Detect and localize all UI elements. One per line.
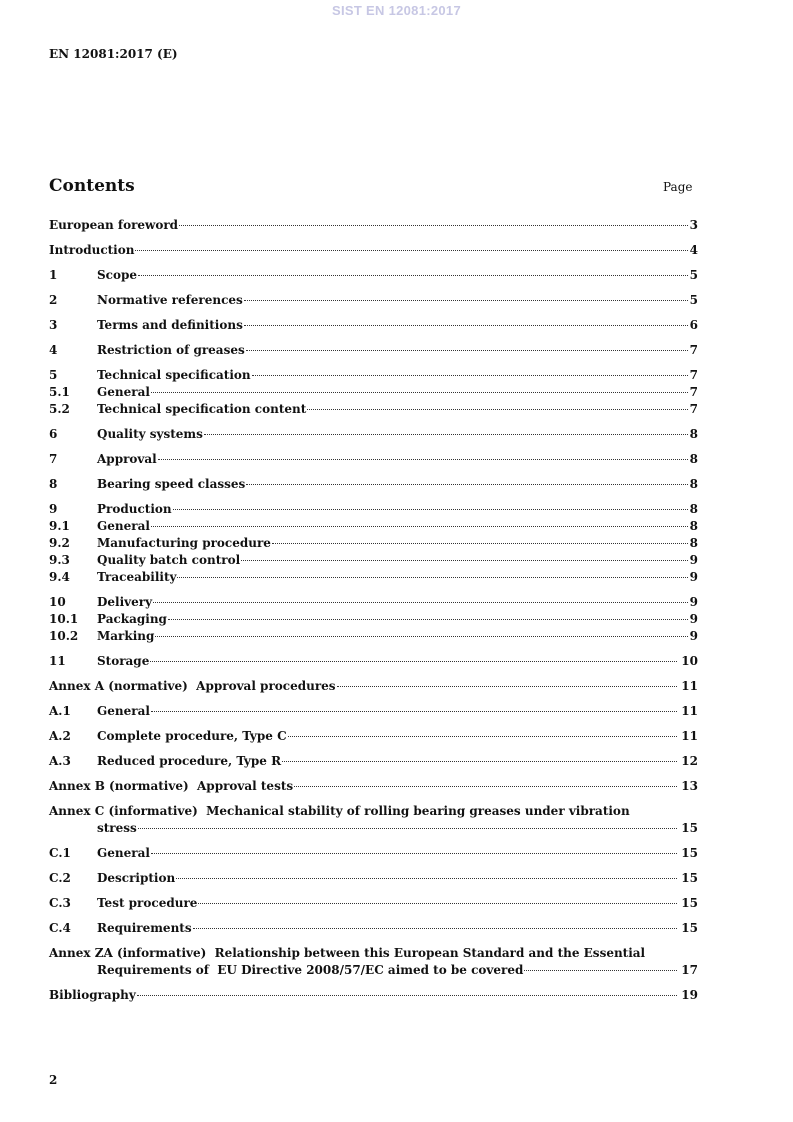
toc-entry-number: 11 [49, 654, 66, 668]
toc-entry-page: 15 [681, 821, 698, 835]
toc-entry-page: 8 [689, 502, 698, 516]
toc-entry-title: General [97, 519, 150, 533]
toc-entry-page: 9 [689, 612, 698, 626]
toc-entry-number: 7 [49, 452, 58, 466]
toc-entry-title: Requirements [97, 921, 192, 935]
toc-entry-9-3[interactable] [49, 552, 698, 569]
toc-entry-title: Quality systems [97, 427, 203, 441]
toc-entry-page: 9 [689, 595, 698, 609]
toc-entry-2[interactable] [49, 292, 698, 309]
toc-entry-annex-c[interactable] [49, 803, 698, 837]
toc-entry-number: 10.2 [49, 629, 79, 643]
toc-entry-page: 6 [689, 318, 698, 332]
toc-entry-title: Technical specification [97, 368, 251, 382]
toc-entry-title: Marking [97, 629, 155, 643]
toc-entry-title: General [97, 385, 150, 399]
toc-entry-9-2[interactable] [49, 535, 698, 552]
toc-entry-title: Bearing speed classes [97, 477, 246, 491]
toc-entry-3[interactable] [49, 317, 698, 334]
toc-entry-title: Scope [97, 268, 138, 282]
toc-entry-number: A.1 [49, 704, 71, 718]
toc-entry-title: Production [97, 502, 172, 516]
toc-entry-a-2[interactable] [49, 728, 698, 745]
toc-entry-5-2[interactable] [49, 401, 698, 418]
toc-entry-title: Packaging [97, 612, 167, 626]
toc-entry-page: 15 [681, 921, 698, 935]
toc-entry-4[interactable] [49, 342, 698, 359]
toc-entry-page: 10 [681, 654, 698, 668]
toc-entry-page: 15 [681, 871, 698, 885]
toc-entry-title: European foreword [49, 218, 179, 232]
page-number: 2 [49, 1073, 58, 1087]
toc-entry-page: 12 [681, 754, 698, 768]
toc-entry-annex-za[interactable] [49, 945, 698, 979]
toc-entry-page: 3 [689, 218, 698, 232]
toc-entry-annex-a[interactable] [49, 678, 698, 695]
toc-entry-page: 5 [689, 293, 698, 307]
toc-entry-number: 9.3 [49, 553, 70, 567]
toc-entry-11[interactable] [49, 653, 698, 670]
toc-entry-number: C.1 [49, 846, 71, 860]
toc-entry-page: 17 [681, 963, 698, 977]
toc-entry-c-4[interactable] [49, 920, 698, 937]
toc-entry-title: Complete procedure, Type C [97, 729, 287, 743]
toc-entry-page: 7 [689, 343, 698, 357]
toc-entry-title: Restriction of greases [97, 343, 245, 357]
toc-entry-9-4[interactable] [49, 569, 698, 586]
toc-entry-title: Reduced procedure, Type R [97, 754, 282, 768]
toc-entry-number: 1 [49, 268, 58, 282]
toc-entry-page: 15 [681, 846, 698, 860]
toc-entry-title: Introduction [49, 243, 135, 257]
toc-entry-page: 8 [689, 452, 698, 466]
toc-entry-title: Annex A (normative) Approval procedures [49, 679, 336, 693]
toc-entry-c-2[interactable] [49, 870, 698, 887]
toc-entry-c-3[interactable] [49, 895, 698, 912]
toc-entry-5-1[interactable] [49, 384, 698, 401]
toc-entry-number: 9.1 [49, 519, 70, 533]
toc-entry-title: Storage [97, 654, 150, 668]
toc-entry-number: C.2 [49, 871, 71, 885]
toc-entry-title: General [97, 846, 150, 860]
toc-entry-page: 11 [681, 729, 698, 743]
toc-entry-page: 5 [689, 268, 698, 282]
toc-entry-c-1[interactable] [49, 845, 698, 862]
toc-entry-page: 13 [681, 779, 698, 793]
toc-entry-page: 9 [689, 553, 698, 567]
toc-entry-page: 9 [689, 629, 698, 643]
toc-entry-number: 6 [49, 427, 58, 441]
toc-entry-number: 3 [49, 318, 58, 332]
toc-entry-number: 5.1 [49, 385, 70, 399]
toc-entry-number: 8 [49, 477, 58, 491]
page-column-label: Page [663, 180, 693, 194]
toc-entry-10[interactable] [49, 594, 698, 611]
toc-entry-page: 8 [689, 427, 698, 441]
toc-entry-number: 4 [49, 343, 58, 357]
toc-entry-title-continued: stress [97, 821, 137, 835]
toc-entry-9-1[interactable] [49, 518, 698, 535]
toc-entry-7[interactable] [49, 451, 698, 468]
toc-entry-number: 10 [49, 595, 66, 609]
toc-entry-number: C.4 [49, 921, 71, 935]
toc-entry-a-1[interactable] [49, 703, 698, 720]
toc-entry-8[interactable] [49, 476, 698, 493]
table-of-contents [49, 217, 698, 1004]
toc-entry-number: A.3 [49, 754, 71, 768]
toc-entry-page: 8 [689, 477, 698, 491]
toc-entry-page: 15 [681, 896, 698, 910]
toc-entry-title: Annex B (normative) Approval tests [49, 779, 294, 793]
toc-entry-10-1[interactable] [49, 611, 698, 628]
toc-entry-number: 9.4 [49, 570, 70, 584]
toc-entry-page: 8 [689, 519, 698, 533]
toc-entry-number: C.3 [49, 896, 71, 910]
toc-entry-number: 5 [49, 368, 58, 382]
toc-entry-title: Manufacturing procedure [97, 536, 271, 550]
toc-entry-number: 5.2 [49, 402, 70, 416]
toc-entry-page: 4 [689, 243, 698, 257]
toc-entry-title: Delivery [97, 595, 153, 609]
toc-entry-title: Technical specification content [97, 402, 307, 416]
toc-entry-title: Annex C (informative) Mechanical stability of rolling bearing greases under vibration [49, 804, 630, 818]
toc-entry-number: 9.2 [49, 536, 70, 550]
toc-entry-title: Approval [97, 452, 157, 466]
toc-entry-6[interactable] [49, 426, 698, 443]
toc-entry-number: 2 [49, 293, 58, 307]
toc-entry-10-2[interactable] [49, 628, 698, 645]
contents-heading: Contents [49, 176, 135, 196]
toc-entry-number: A.2 [49, 729, 71, 743]
document-id: EN 12081:2017 (E) [49, 47, 178, 61]
toc-entry-title: Normative references [97, 293, 243, 307]
toc-entry-number: 10.1 [49, 612, 79, 626]
toc-entry-number: 9 [49, 502, 58, 516]
toc-entry-page: 7 [689, 402, 698, 416]
toc-entry-title: Annex ZA (informative) Relationship between this European Standard and the Essential [49, 946, 646, 960]
toc-entry-title: Test procedure [97, 896, 198, 910]
toc-entry-page: 9 [689, 570, 698, 584]
toc-entry-title: General [97, 704, 150, 718]
watermark: SIST EN 12081:2017 [332, 3, 461, 18]
toc-entry-annex-b[interactable] [49, 778, 698, 795]
toc-entry-title: Bibliography [49, 988, 136, 1002]
toc-entry-title: Terms and definitions [97, 318, 243, 332]
toc-entry-bibliography[interactable] [49, 987, 698, 1004]
toc-entry-title-continued: Requirements of EU Directive 2008/57/EC aimed to be covered [97, 963, 524, 977]
toc-entry-page: 19 [681, 988, 698, 1002]
toc-entry-5[interactable] [49, 367, 698, 384]
toc-entry-page: 8 [689, 536, 698, 550]
toc-entry-introduction[interactable] [49, 242, 698, 259]
toc-entry-1[interactable] [49, 267, 698, 284]
toc-entry-title: Traceability [97, 570, 177, 584]
toc-entry-page: 11 [681, 704, 698, 718]
toc-entry-title: Quality batch control [97, 553, 241, 567]
toc-entry-page: 11 [681, 679, 698, 693]
toc-entry-page: 7 [689, 368, 698, 382]
toc-entry-page: 7 [689, 385, 698, 399]
toc-entry-european-foreword[interactable] [49, 217, 698, 234]
toc-entry-9[interactable] [49, 501, 698, 518]
toc-entry-title: Description [97, 871, 176, 885]
toc-entry-a-3[interactable] [49, 753, 698, 770]
